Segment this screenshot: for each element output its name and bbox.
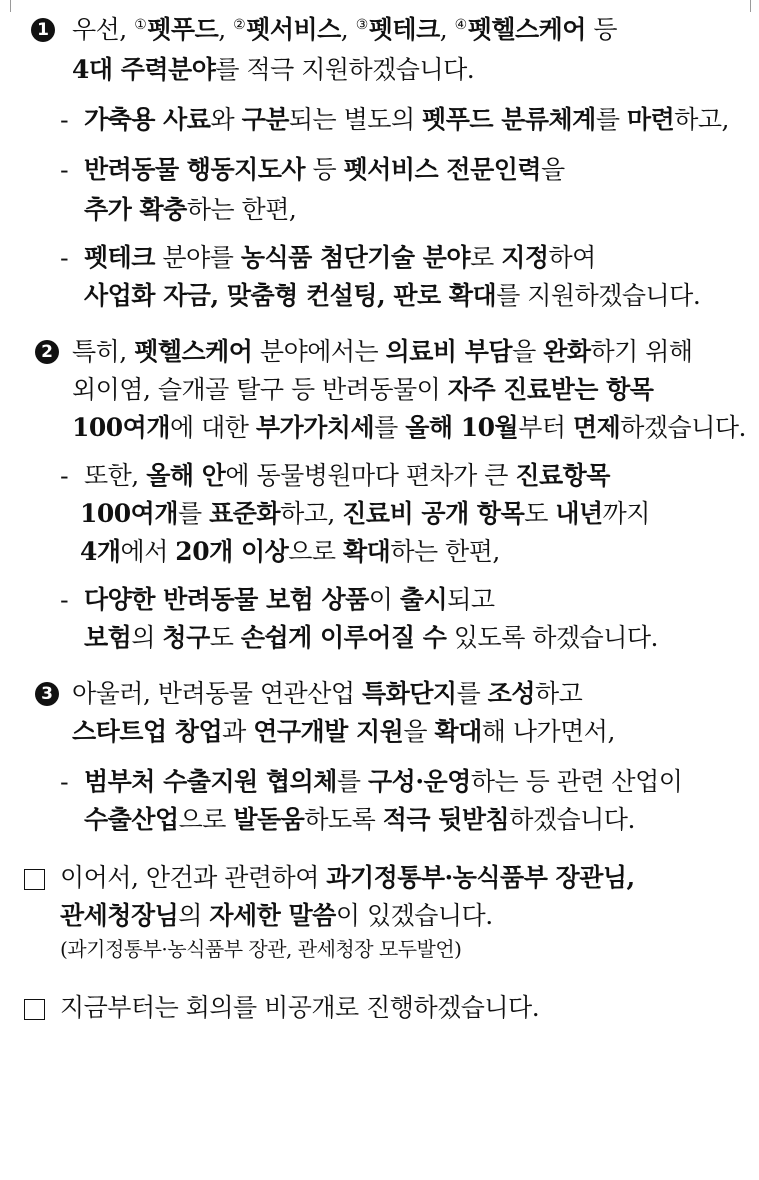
bold-text: 수출산업 <box>84 805 179 834</box>
bold-text: 스타트업 창업 <box>72 717 223 746</box>
section1-sub2-line1 <box>84 150 565 190</box>
bold-text: 내년 <box>555 499 603 528</box>
text: 도 <box>524 499 556 528</box>
text: 이 <box>368 585 400 614</box>
text: 등 <box>305 155 344 184</box>
bold-text: 과기정통부·농식품부 장관님, <box>326 863 635 892</box>
section3-sub1-line2 <box>84 800 635 840</box>
bold-text: 적극 뒷받침 <box>382 805 510 834</box>
note1-line2 <box>60 896 493 936</box>
bold-text: 구성·운영 <box>368 767 471 796</box>
text: 도 <box>209 623 241 652</box>
bold-text: 범부처 수출지원 협의체 <box>84 767 337 796</box>
text: 해 나가면서, <box>481 717 615 746</box>
bold-text: 조성 <box>487 679 535 708</box>
bold-text: 올해 10월 <box>405 413 519 442</box>
section1-sub1-line1 <box>84 100 729 140</box>
text: 하고, <box>674 105 729 134</box>
bold-text: 지정 <box>501 243 549 272</box>
text: 까지 <box>602 499 650 528</box>
bold-text: 반려동물 행동지도사 <box>84 155 306 184</box>
text: 의 <box>178 901 210 930</box>
bold-text: 펫푸드 <box>147 15 219 44</box>
bold-text: 펫푸드 분류체계 <box>422 105 596 134</box>
bold-text: 펫테크 <box>84 243 155 272</box>
bold-text: 사업화 자금, 맞춤형 컨설팅, 판로 확대 <box>84 281 497 310</box>
dash-marker: - <box>60 586 69 614</box>
bold-text: 펫테크 <box>368 15 440 44</box>
text: 분야에서는 <box>252 337 386 366</box>
bold-text: 농식품 첨단기술 분야 <box>240 243 471 272</box>
text: 를 <box>336 767 369 796</box>
bold-text: 완화 <box>543 337 591 366</box>
bold-text: 20개 이상 <box>175 537 289 566</box>
note1-line1 <box>60 858 635 898</box>
bold-text: 100여개 <box>72 413 170 442</box>
bold-text: 구분 <box>241 105 289 134</box>
text: 우선, <box>72 15 135 44</box>
bold-text: 펫헬스케어 <box>467 15 586 44</box>
text: 되는 별도의 <box>288 105 423 134</box>
text: , <box>340 15 356 44</box>
bold-text: 진료비 공개 항목 <box>342 499 525 528</box>
bold-text: 청구 <box>162 623 210 652</box>
bold-text: 가축용 사료 <box>84 105 211 134</box>
bold-text: 펫헬스케어 <box>134 337 253 366</box>
text: 부터 <box>518 413 573 442</box>
section-number-1: 1 <box>31 18 55 42</box>
text: 분야를 <box>154 243 241 272</box>
text: 의 <box>131 623 163 652</box>
text: 있도록 하겠습니다. <box>446 623 658 652</box>
text: , <box>439 15 455 44</box>
text: 하여 <box>548 243 596 272</box>
section1-line1 <box>72 10 617 50</box>
section3-line2 <box>72 712 615 752</box>
note2-line1: 지금부터는 회의를 비공개로 진행하겠습니다. <box>60 993 540 1022</box>
text: 를 <box>178 499 210 528</box>
section2-line3 <box>72 408 746 448</box>
bold-text: 발돋움 <box>233 805 305 834</box>
text: 이어서, 안건과 관련하여 <box>60 863 327 892</box>
note1-remark: (과기정통부·농식품부 장관, 관세청장 모두발언) <box>60 937 462 961</box>
section1-line2 <box>72 50 474 90</box>
text: 을 <box>512 337 544 366</box>
bold-text: 면제 <box>572 413 621 442</box>
bold-text: 의료비 부담 <box>385 337 513 366</box>
bold-text: 부가가치세 <box>255 413 375 442</box>
section1-sub3-line1 <box>84 238 596 278</box>
section2-sub2-line1 <box>84 580 495 620</box>
text: 하는 한편, <box>390 537 500 566</box>
bold-text: 특화단지 <box>361 679 457 708</box>
text: 와 <box>210 105 242 134</box>
bold-text: 연구개발 지원 <box>253 717 404 746</box>
section3-sub1-line1 <box>84 762 682 802</box>
circled-number: ④ <box>454 17 467 33</box>
text: 등 <box>585 15 618 44</box>
page-corner-mark-right <box>750 0 751 12</box>
section2-line2 <box>72 370 653 410</box>
text: 에서 <box>120 537 176 566</box>
text: 를 <box>595 105 627 134</box>
text: 하고 <box>534 679 583 708</box>
circled-number: ① <box>134 17 147 33</box>
bold-text: 펫서비스 전문인력 <box>343 155 542 184</box>
section2-sub2-line2 <box>84 618 658 658</box>
dash-marker: - <box>60 768 69 796</box>
bold-text: 마련 <box>626 105 675 134</box>
bold-text: 출시 <box>399 585 448 614</box>
text: 하도록 <box>304 805 383 834</box>
text: 하는 등 관련 산업이 <box>470 767 683 796</box>
bold-text: 올해 안 <box>146 461 226 490</box>
section2-sub1-line3 <box>80 532 500 572</box>
text: 하는 한편, <box>186 195 297 224</box>
bold-text: 표준화 <box>209 499 281 528</box>
bold-text: 펫서비스 <box>246 15 341 44</box>
bold-text: 보험 <box>84 623 132 652</box>
section1-sub2-line2 <box>84 190 296 230</box>
bold-text: 100여개 <box>80 499 178 528</box>
checkbox-icon <box>24 999 45 1020</box>
bold-text: 관세청장님 <box>60 901 179 930</box>
section1-sub3-line2 <box>84 276 700 316</box>
text: 를 지원하겠습니다. <box>496 281 701 310</box>
bold-text: 확대 <box>434 717 482 746</box>
bold-text: 4대 주력분야 <box>72 55 216 84</box>
text: 를 <box>456 679 488 708</box>
text: , <box>218 15 234 44</box>
section-number-2: 2 <box>35 340 59 364</box>
text: 하겠습니다. <box>509 805 635 834</box>
text: 또한, <box>84 461 147 490</box>
section2-sub1-line1 <box>84 456 610 496</box>
text: 으로 <box>178 805 234 834</box>
bold-text: 진료항목 <box>515 461 610 490</box>
bold-text: 자주 진료받는 항목 <box>447 375 654 404</box>
text: 에 동물병원마다 편차가 큰 <box>225 461 516 490</box>
text: 되고 <box>447 585 495 614</box>
bold-text: 자세한 말씀 <box>209 901 336 930</box>
text: 로 <box>470 243 502 272</box>
section2-line1 <box>72 332 693 372</box>
page-corner-mark-left <box>10 0 11 12</box>
text: 아울러, 반려동물 연관산업 <box>72 679 362 708</box>
dash-marker: - <box>60 462 69 490</box>
dash-marker: - <box>60 106 69 134</box>
text: 하기 위해 <box>590 337 693 366</box>
bold-text: 손쉽게 이루어질 수 <box>240 623 447 652</box>
bold-text: 다양한 반려동물 보험 상품 <box>84 585 369 614</box>
text: 하겠습니다. <box>620 413 746 442</box>
text: 를 <box>374 413 406 442</box>
text: 하고, <box>280 499 343 528</box>
text: 으로 <box>288 537 343 566</box>
text: 특히, <box>72 337 135 366</box>
bold-text: 추가 확충 <box>84 195 187 224</box>
bold-text: 확대 <box>343 537 391 566</box>
section2-sub1-line2 <box>80 494 650 534</box>
checkbox-icon <box>24 869 45 890</box>
section3-line1 <box>72 674 582 714</box>
text: 이 있겠습니다. <box>335 901 493 930</box>
circled-number: ② <box>233 17 246 33</box>
text: 을 <box>541 155 565 184</box>
text: 를 적극 지원하겠습니다. <box>215 55 475 84</box>
dash-marker: - <box>60 244 69 272</box>
dash-marker: - <box>60 156 69 184</box>
text: 을 <box>403 717 435 746</box>
section-number-3: 3 <box>35 682 59 706</box>
bold-text: 4개 <box>80 537 121 566</box>
circled-number: ③ <box>355 17 368 33</box>
text: 에 대한 <box>170 413 256 442</box>
text: 외이염, 슬개골 탈구 등 반려동물이 <box>72 375 448 404</box>
text: 과 <box>222 717 254 746</box>
